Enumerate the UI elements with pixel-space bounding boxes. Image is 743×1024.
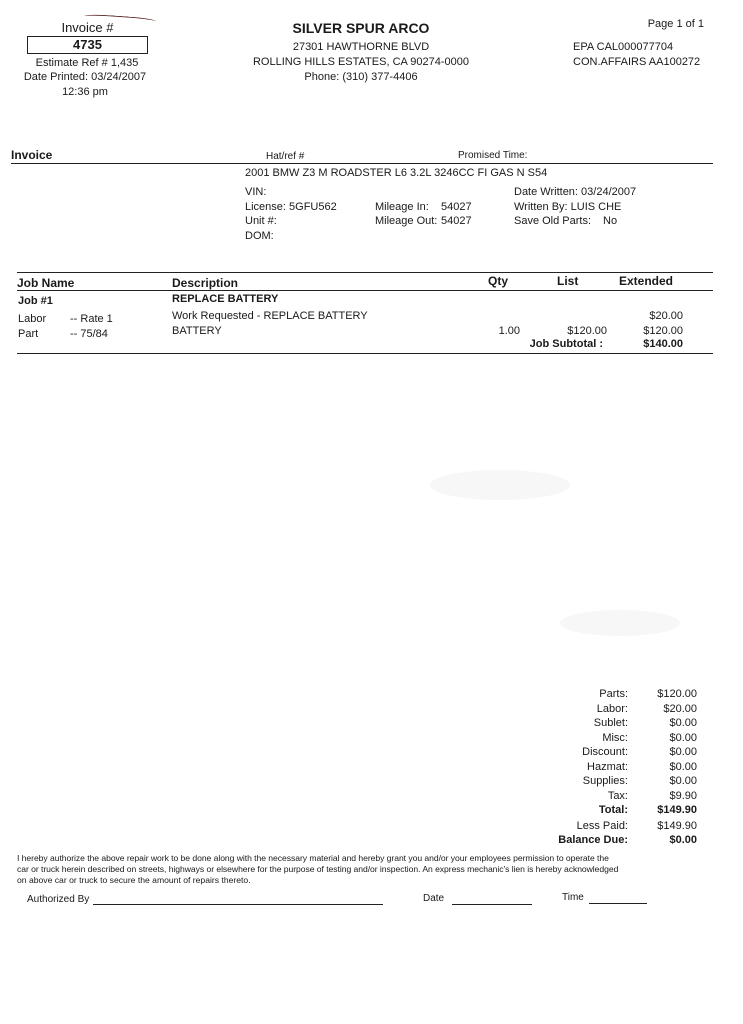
totals-labor-value: $20.00 (663, 703, 697, 715)
totals-parts-value: $120.00 (657, 688, 697, 700)
page-number: Page 1 of 1 (647, 18, 704, 30)
authorization-text-2: car or truck herein described on streets, highways or elsewhere for the purpose of testing and/or inspection. An express mechanic's lien is hereby acknowledged (17, 864, 619, 874)
mileage-out: 54027 (441, 215, 472, 227)
shop-name: SILVER SPUR ARCO (292, 20, 430, 36)
table-top-rule (17, 272, 713, 273)
authorization-text-3: on above car or truck to secure the amount of repairs thereto. (17, 875, 251, 885)
totals-discount-value: $0.00 (669, 746, 697, 758)
date-signature-line[interactable] (452, 904, 532, 905)
col-header-list: List (557, 274, 579, 288)
totals-balance-due-label: Balance Due: (558, 834, 628, 846)
section-title: Invoice (11, 148, 53, 162)
totals-tax-value: $9.90 (669, 790, 697, 802)
totals-less-paid-value: $149.90 (657, 820, 697, 832)
row-code: -- 75/84 (70, 328, 108, 340)
written-by: Written By: LUIS CHE (514, 201, 622, 213)
row-type: Part (18, 328, 39, 340)
totals-sublet-label: Sublet: (593, 717, 628, 729)
totals-hazmat-label: Hazmat: (587, 761, 628, 773)
totals-labor-label: Labor: (596, 703, 628, 715)
scan-smudge (430, 470, 570, 500)
authorization-text-1: I hereby authorize the above repair work to be done along with the necessary material and hereby grant you and/or your employees permission to operate the (17, 853, 609, 863)
col-header-job-name: Job Name (17, 276, 75, 290)
row-description: Work Requested - REPLACE BATTERY (172, 310, 368, 322)
hatref-label: Hat/ref # (266, 151, 305, 162)
totals-less-paid-label: Less Paid: (576, 820, 628, 832)
time-printed: 12:36 pm (62, 86, 108, 98)
mileage-in: 54027 (441, 201, 472, 213)
totals-balance-due-value: $0.00 (669, 834, 697, 846)
vehicle-divider (11, 163, 713, 164)
totals-misc-label: Misc: (602, 732, 628, 744)
row-extended: $20.00 (649, 310, 683, 322)
con-affairs-number: CON.AFFAIRS AA100272 (573, 56, 701, 68)
row-list: $120.00 (567, 325, 607, 337)
estimate-ref: Estimate Ref # 1,435 (35, 57, 139, 69)
row-type: Labor (18, 313, 47, 325)
totals-hazmat-value: $0.00 (669, 761, 697, 773)
col-header-qty: Qty (488, 274, 509, 288)
save-old-parts-label: Save Old Parts: (514, 215, 592, 227)
shop-address-1: 27301 HAWTHORNE BLVD (292, 41, 430, 53)
date-written: Date Written: 03/24/2007 (514, 186, 637, 198)
license: License: 5GFU562 (245, 201, 337, 213)
shop-phone: Phone: (310) 377-4406 (304, 71, 418, 83)
totals-discount-label: Discount: (582, 746, 628, 758)
row-code: -- Rate 1 (70, 313, 113, 325)
dom: DOM: (245, 230, 274, 242)
totals-supplies-label: Supplies: (582, 775, 628, 787)
scan-smudge (560, 610, 680, 636)
invoice-number: 4735 (27, 36, 148, 54)
totals-supplies-value: $0.00 (669, 775, 697, 787)
invoice-label: Invoice # (61, 20, 114, 35)
vehicle-description: 2001 BMW Z3 M ROADSTER L6 3.2L 3246CC FI GAS N S54 (245, 167, 548, 179)
authorized-by-signature-line[interactable] (93, 904, 383, 905)
totals-sublet-value: $0.00 (669, 717, 697, 729)
table-bottom-rule (17, 353, 713, 354)
totals-parts-label: Parts: (599, 688, 628, 700)
job-subtotal-label: Job Subtotal : (529, 338, 603, 350)
epa-number: EPA CAL000077704 (573, 41, 674, 53)
table-header-rule (17, 290, 713, 291)
unit-number: Unit #: (245, 215, 277, 227)
shop-address-2: ROLLING HILLS ESTATES, CA 90274-0000 (252, 56, 470, 68)
totals-misc-value: $0.00 (669, 732, 697, 744)
col-header-description: Description (172, 276, 239, 290)
row-qty: 1.00 (498, 325, 520, 337)
save-old-parts-value: No (603, 215, 618, 227)
date-label: Date (423, 893, 445, 904)
date-printed: Date Printed: 03/24/2007 (23, 71, 147, 83)
mileage-out-label: Mileage Out: (375, 215, 438, 227)
time-signature-line[interactable] (589, 903, 647, 904)
mileage-in-label: Mileage In: (375, 201, 429, 213)
job-title: Job #1 (18, 295, 53, 307)
promised-time-label: Promised Time: (458, 150, 528, 161)
totals-total-label: Total: (598, 804, 628, 816)
job-subtotal: $140.00 (643, 338, 683, 350)
job-description: REPLACE BATTERY (172, 293, 279, 305)
totals-tax-label: Tax: (607, 790, 628, 802)
vin-label: VIN: (245, 186, 267, 198)
col-header-extended: Extended (619, 274, 674, 288)
totals-total-value: $149.90 (657, 804, 697, 816)
row-extended: $120.00 (643, 325, 683, 337)
time-label: Time (562, 892, 584, 903)
authorized-by-label: Authorized By (27, 894, 90, 905)
row-description: BATTERY (172, 325, 222, 337)
